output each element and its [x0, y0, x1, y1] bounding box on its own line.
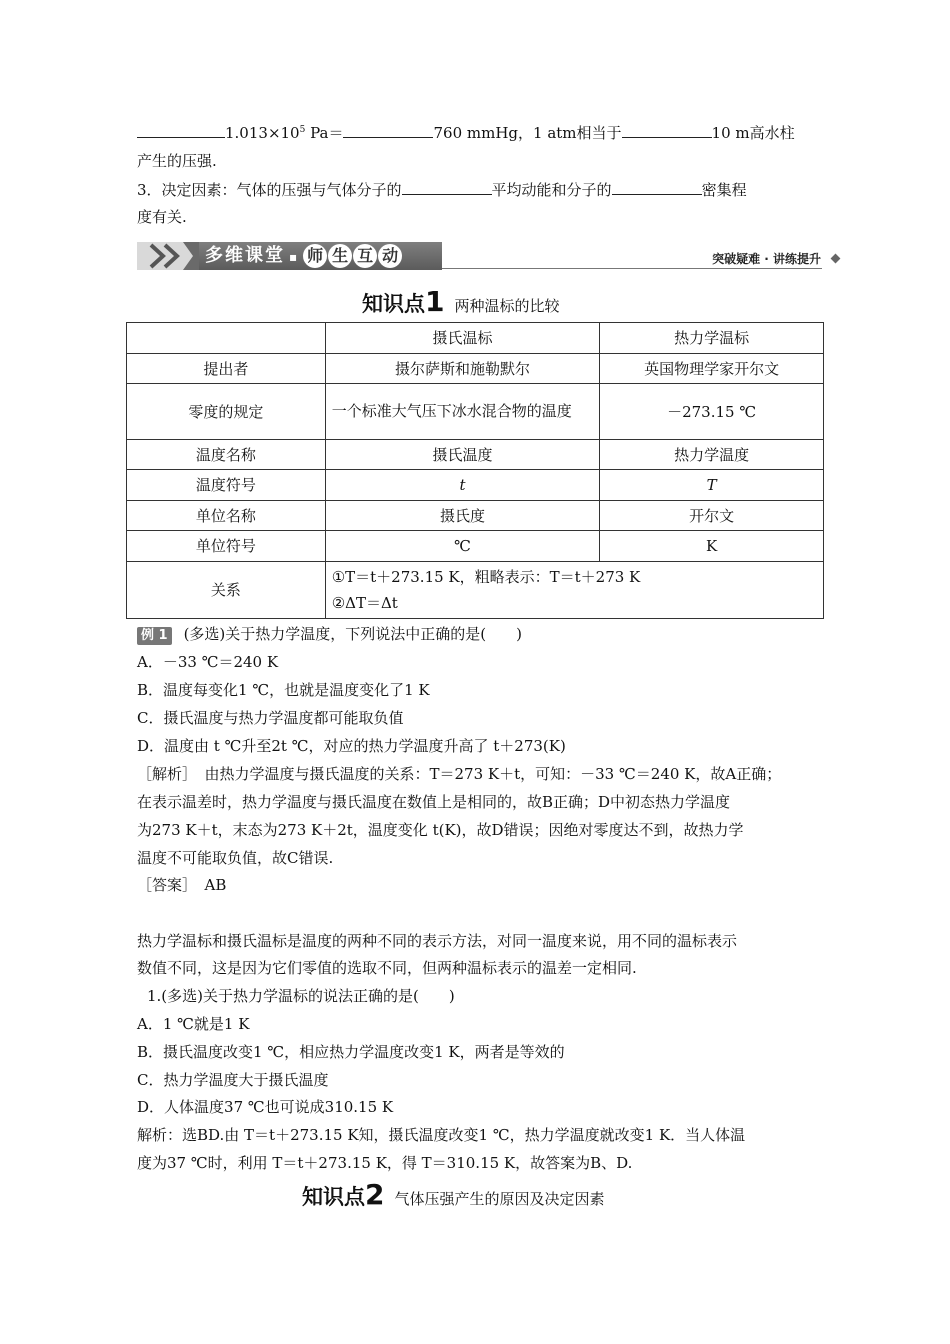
kp-subtitle: 两种温标的比较 [454, 297, 560, 315]
text: Pa＝ [305, 124, 344, 142]
exercise-option-d: D．人体温度37 ℃也可说成310.15 K [137, 1098, 394, 1116]
text: 1.013×10 [225, 124, 300, 142]
blank [622, 123, 712, 138]
answer-line: ［答案］ AB [137, 876, 227, 894]
table-cell: －273.15 ℃ [600, 384, 824, 440]
text: 760 mmHg，1 atm相当于 [433, 124, 622, 142]
table-row [127, 440, 824, 470]
example-question [137, 624, 522, 645]
table-cell: 开尔文 [600, 501, 824, 531]
exercise-option-a: A．1 ℃就是1 K [137, 1015, 250, 1033]
note-line: 热力学温标和摄氏温标是温度的两种不同的表示方法，对同一温度来说，用不同的温标表示 [137, 932, 738, 950]
blank [402, 180, 492, 195]
table-cell: 热力学温度 [600, 440, 824, 470]
exercise-option-c: C．热力学温度大于摄氏温度 [137, 1071, 329, 1089]
table-cell: T [600, 470, 824, 501]
table-cell: K [600, 531, 824, 562]
option-b: B．温度每变化1 ℃，也就是温度变化了1 K [137, 681, 430, 699]
table-cell: 摄氏温度 [325, 440, 600, 470]
example-badge: 例 1 [137, 627, 172, 645]
relation-line: ②ΔT＝Δt [331, 594, 398, 612]
text: 平均动能和分子的 [491, 181, 612, 199]
chevrons-icon [137, 242, 199, 270]
diamond-icon [831, 254, 841, 264]
option-d: D．温度由 t ℃升至2t ℃，对应的热力学温度升高了 t＋273(K) [137, 737, 566, 755]
kp-label: 知识点 [302, 1185, 365, 1209]
table-cell: 英国物理学家开尔文 [600, 354, 824, 384]
circle-char: 互 [353, 244, 377, 268]
blank [137, 123, 225, 138]
circle-char: 师 [303, 244, 327, 268]
table-cell: 零度的规定 [127, 384, 326, 440]
table-cell: ℃ [325, 531, 600, 562]
table-header-cell [127, 323, 326, 354]
analysis-line: 在表示温差时，热力学温度与摄氏温度在数值上是相同的，故B正确；D中初态热力学温度 [137, 793, 731, 811]
table-cell: t [325, 470, 600, 501]
banner-title [205, 242, 403, 270]
exercise-question: 1.(多选)关于热力学温标的说法正确的是( ) [147, 987, 455, 1005]
note-line: 数值不同，这是因为它们零值的选取不同，但两种温标表示的温差一定相同. [137, 959, 637, 977]
table-cell: 温度名称 [127, 440, 326, 470]
kp-number: 2 [365, 1178, 385, 1211]
superscript: 5 [299, 125, 306, 135]
table-cell: 单位名称 [127, 501, 326, 531]
text: 10 m高水柱 [711, 124, 795, 142]
text: 密集程 [701, 181, 747, 199]
table-cell: 提出者 [127, 354, 326, 384]
table-row [127, 562, 824, 619]
table-cell: 摄尔萨斯和施勒默尔 [325, 354, 600, 384]
banner-title-text: 多维课堂 [205, 245, 285, 266]
table-cell: 摄氏度 [325, 501, 600, 531]
table-row [127, 384, 824, 440]
relation-line: ①T＝t＋273.15 K，粗略表示：T＝t＋273 K [331, 568, 641, 586]
kp-number: 1 [425, 285, 445, 318]
option-c: C．摄氏温度与热力学温度都可能取负值 [137, 709, 404, 727]
analysis-line: 温度不可能取负值，故C错误. [137, 849, 334, 867]
knowledge-point-1-heading [362, 285, 560, 318]
knowledge-point-2-heading [302, 1178, 605, 1211]
kp-subtitle: 气体压强产生的原因及决定因素 [394, 1190, 605, 1208]
table-cell: 单位符号 [127, 531, 326, 562]
relation-cell [325, 562, 823, 619]
top-line-1 [137, 123, 795, 143]
table-row [127, 501, 824, 531]
option-a: A．－33 ℃＝240 K [137, 653, 279, 671]
solution-line: 解析：选BD.由 T＝t＋273.15 K知，摄氏温度改变1 ℃，热力学温度就改变1 K．当人体温 [137, 1126, 746, 1144]
table-row [127, 470, 824, 501]
question-text: (多选)关于热力学温度，下列说法中正确的是( ) [183, 625, 522, 643]
exercise-option-b: B．摄氏温度改变1 ℃，相应热力学温度改变1 K，两者是等效的 [137, 1043, 565, 1061]
circle-char: 生 [328, 244, 352, 268]
blank [612, 180, 702, 195]
top-line-4: 度有关. [137, 208, 187, 226]
dot-separator: ▪ [289, 250, 300, 264]
top-line-3 [137, 180, 747, 200]
comparison-table [126, 322, 824, 619]
banner-right-label: 突破疑难 · 讲练提升 [712, 252, 821, 266]
kp-label: 知识点 [362, 292, 425, 316]
table-header-cell: 摄氏温标 [325, 323, 600, 354]
table-row [127, 354, 824, 384]
solution-line: 度为37 ℃时，利用 T＝t＋273.15 K，得 T＝310.15 K，故答案为B、D. [137, 1154, 633, 1172]
table-header-row [127, 323, 824, 354]
banner-rule [442, 268, 822, 269]
section-banner [137, 238, 843, 274]
text: 3．决定因素：气体的压强与气体分子的 [137, 181, 402, 199]
top-line-2: 产生的压强. [137, 152, 217, 170]
analysis-line: 为273 K＋t，末态为273 K＋2t，温度变化 t(K)，故D错误；因绝对零度达不到，故热力学 [137, 821, 744, 839]
table-cell: 关系 [127, 562, 326, 619]
analysis-line: ［解析］ 由热力学温度与摄氏温度的关系：T＝273 K＋t，可知：－33 ℃＝240 K，故A正确； [137, 765, 782, 783]
blank [343, 123, 433, 138]
table-row [127, 531, 824, 562]
circle-char: 动 [378, 244, 402, 268]
table-cell: 一个标准大气压下冰水混合物的温度 [325, 384, 600, 440]
table-header-cell: 热力学温标 [600, 323, 824, 354]
table-cell: 温度符号 [127, 470, 326, 501]
